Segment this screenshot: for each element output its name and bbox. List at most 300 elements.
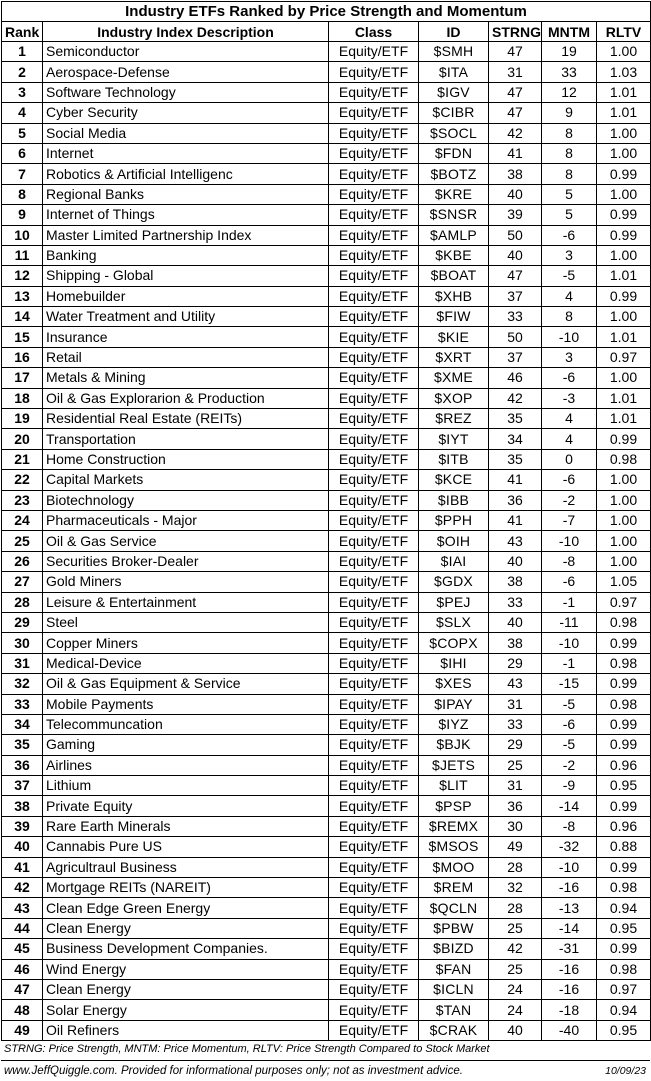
cell-id: $REZ: [419, 409, 489, 429]
cell-relative: 1.00: [597, 184, 651, 204]
cell-momentum: -6: [542, 572, 597, 592]
cell-class: Equity/ETF: [329, 612, 419, 632]
cell-class: Equity/ETF: [329, 123, 419, 143]
table-row: [2, 205, 651, 225]
cell-relative: 1.03: [597, 62, 651, 82]
cell-relative: 1.00: [597, 123, 651, 143]
cell-description: Mortgage REITs (NAREIT): [43, 878, 329, 898]
table-row: [2, 551, 651, 571]
cell-relative: 0.99: [597, 857, 651, 877]
cell-description: Residential Real Estate (REITs): [43, 409, 329, 429]
cell-strength: 47: [489, 103, 542, 123]
header-rank: Rank: [2, 22, 43, 42]
cell-strength: 38: [489, 164, 542, 184]
cell-class: Equity/ETF: [329, 429, 419, 449]
table-row: [2, 531, 651, 551]
cell-id: $PSP: [419, 796, 489, 816]
cell-momentum: 8: [542, 307, 597, 327]
cell-rank: 38: [2, 796, 43, 816]
cell-rank: 11: [2, 245, 43, 265]
cell-class: Equity/ETF: [329, 837, 419, 857]
cell-relative: 1.00: [597, 531, 651, 551]
cell-rank: 36: [2, 755, 43, 775]
cell-relative: 0.99: [597, 796, 651, 816]
cell-rank: 6: [2, 143, 43, 163]
cell-rank: 40: [2, 837, 43, 857]
cell-momentum: -16: [542, 959, 597, 979]
cell-id: $KRE: [419, 184, 489, 204]
cell-class: Equity/ETF: [329, 205, 419, 225]
cell-description: Internet of Things: [43, 205, 329, 225]
cell-rank: 31: [2, 653, 43, 673]
cell-id: $IAI: [419, 551, 489, 571]
cell-strength: 38: [489, 633, 542, 653]
cell-id: $BOAT: [419, 266, 489, 286]
table-row: [2, 857, 651, 877]
cell-rank: 41: [2, 857, 43, 877]
cell-strength: 41: [489, 470, 542, 490]
header-strength: STRNG: [489, 22, 542, 42]
cell-strength: 36: [489, 490, 542, 510]
cell-description: Mobile Payments: [43, 694, 329, 714]
cell-rank: 2: [2, 62, 43, 82]
cell-strength: 28: [489, 857, 542, 877]
cell-relative: 1.05: [597, 572, 651, 592]
cell-strength: 47: [489, 266, 542, 286]
cell-class: Equity/ETF: [329, 776, 419, 796]
cell-class: Equity/ETF: [329, 368, 419, 388]
cell-class: Equity/ETF: [329, 286, 419, 306]
cell-description: Master Limited Partnership Index: [43, 225, 329, 245]
cell-relative: 0.98: [597, 694, 651, 714]
cell-momentum: 5: [542, 205, 597, 225]
cell-rank: 14: [2, 307, 43, 327]
cell-strength: 37: [489, 286, 542, 306]
cell-rank: 33: [2, 694, 43, 714]
cell-relative: 0.99: [597, 225, 651, 245]
cell-rank: 7: [2, 164, 43, 184]
cell-rank: 10: [2, 225, 43, 245]
cell-momentum: 4: [542, 286, 597, 306]
cell-momentum: 8: [542, 123, 597, 143]
cell-class: Equity/ETF: [329, 449, 419, 469]
cell-id: $AMLP: [419, 225, 489, 245]
cell-rank: 22: [2, 470, 43, 490]
cell-strength: 43: [489, 531, 542, 551]
table-row: [2, 816, 651, 836]
cell-rank: 9: [2, 205, 43, 225]
cell-rank: 42: [2, 878, 43, 898]
cell-id: $QCLN: [419, 898, 489, 918]
header-class: Class: [329, 22, 419, 42]
cell-id: $XOP: [419, 388, 489, 408]
cell-momentum: -7: [542, 510, 597, 530]
cell-momentum: -16: [542, 979, 597, 999]
cell-relative: 0.98: [597, 878, 651, 898]
cell-description: Capital Markets: [43, 470, 329, 490]
cell-momentum: -2: [542, 755, 597, 775]
cell-class: Equity/ETF: [329, 184, 419, 204]
cell-relative: 1.00: [597, 490, 651, 510]
footer-disclaimer: www.JeffQuiggle.com. Provided for informational purposes only; not as investment advice.: [4, 1065, 463, 1078]
cell-momentum: -18: [542, 1000, 597, 1020]
table-row: [2, 225, 651, 245]
cell-momentum: 3: [542, 347, 597, 367]
cell-relative: 1.01: [597, 82, 651, 102]
cell-description: Rare Earth Minerals: [43, 816, 329, 836]
cell-momentum: -10: [542, 857, 597, 877]
cell-description: Copper Miners: [43, 633, 329, 653]
cell-description: Private Equity: [43, 796, 329, 816]
cell-relative: 0.99: [597, 205, 651, 225]
table-row: [2, 898, 651, 918]
cell-class: Equity/ETF: [329, 245, 419, 265]
cell-description: Robotics & Artificial Intelligenc: [43, 164, 329, 184]
cell-rank: 23: [2, 490, 43, 510]
cell-strength: 25: [489, 755, 542, 775]
cell-relative: 1.00: [597, 470, 651, 490]
cell-relative: 1.01: [597, 409, 651, 429]
cell-relative: 0.88: [597, 837, 651, 857]
cell-id: $IYT: [419, 429, 489, 449]
cell-class: Equity/ETF: [329, 1020, 419, 1040]
cell-momentum: -9: [542, 776, 597, 796]
cell-strength: 31: [489, 776, 542, 796]
cell-relative: 0.99: [597, 633, 651, 653]
cell-rank: 34: [2, 714, 43, 734]
cell-relative: 0.97: [597, 347, 651, 367]
cell-momentum: -5: [542, 694, 597, 714]
cell-rank: 49: [2, 1020, 43, 1040]
cell-class: Equity/ETF: [329, 735, 419, 755]
cell-description: Biotechnology: [43, 490, 329, 510]
table-row: [2, 979, 651, 999]
cell-momentum: -16: [542, 878, 597, 898]
cell-id: $FDN: [419, 143, 489, 163]
table-row: [2, 307, 651, 327]
cell-description: Transportation: [43, 429, 329, 449]
cell-description: Regional Banks: [43, 184, 329, 204]
cell-class: Equity/ETF: [329, 470, 419, 490]
cell-momentum: -6: [542, 368, 597, 388]
cell-momentum: -15: [542, 674, 597, 694]
footer-legend: STRNG: Price Strength, MNTM: Price Momentum, RLTV: Price Strength Compared to Stock Market: [4, 1043, 490, 1056]
cell-momentum: -31: [542, 939, 597, 959]
cell-description: Semiconductor: [43, 42, 329, 62]
table-row: [2, 1000, 651, 1020]
header-momentum: MNTM: [542, 22, 597, 42]
cell-id: $XME: [419, 368, 489, 388]
cell-relative: 0.99: [597, 939, 651, 959]
table-row: [2, 82, 651, 102]
cell-id: $KBE: [419, 245, 489, 265]
cell-description: Agricultraul Business: [43, 857, 329, 877]
cell-momentum: -2: [542, 490, 597, 510]
table-row: [2, 878, 651, 898]
cell-rank: 3: [2, 82, 43, 102]
cell-class: Equity/ETF: [329, 918, 419, 938]
cell-relative: 1.00: [597, 368, 651, 388]
table-row: [2, 143, 651, 163]
cell-id: $KCE: [419, 470, 489, 490]
cell-relative: 1.01: [597, 327, 651, 347]
cell-strength: 42: [489, 123, 542, 143]
table-row: [2, 449, 651, 469]
cell-description: Clean Energy: [43, 979, 329, 999]
table-row: [2, 327, 651, 347]
cell-momentum: -6: [542, 714, 597, 734]
cell-momentum: 33: [542, 62, 597, 82]
cell-class: Equity/ETF: [329, 898, 419, 918]
cell-strength: 33: [489, 592, 542, 612]
cell-momentum: 3: [542, 245, 597, 265]
cell-id: $XRT: [419, 347, 489, 367]
cell-strength: 50: [489, 327, 542, 347]
cell-description: Social Media: [43, 123, 329, 143]
cell-id: $KIE: [419, 327, 489, 347]
cell-class: Equity/ETF: [329, 164, 419, 184]
cell-class: Equity/ETF: [329, 592, 419, 612]
cell-class: Equity/ETF: [329, 878, 419, 898]
cell-description: Securities Broker-Dealer: [43, 551, 329, 571]
cell-id: $TAN: [419, 1000, 489, 1020]
table-row: [2, 388, 651, 408]
title-row: [2, 2, 651, 22]
cell-relative: 0.95: [597, 918, 651, 938]
cell-description: Clean Energy: [43, 918, 329, 938]
header-id: ID: [419, 22, 489, 42]
cell-strength: 40: [489, 612, 542, 632]
cell-relative: 0.95: [597, 776, 651, 796]
cell-description: Pharmaceuticals - Major: [43, 510, 329, 530]
cell-rank: 19: [2, 409, 43, 429]
cell-momentum: -10: [542, 531, 597, 551]
table-row: [2, 633, 651, 653]
cell-description: Internet: [43, 143, 329, 163]
cell-class: Equity/ETF: [329, 266, 419, 286]
cell-class: Equity/ETF: [329, 551, 419, 571]
cell-strength: 40: [489, 551, 542, 571]
cell-strength: 41: [489, 143, 542, 163]
cell-class: Equity/ETF: [329, 307, 419, 327]
cell-description: Oil & Gas Explorarion & Production: [43, 388, 329, 408]
cell-strength: 31: [489, 694, 542, 714]
cell-rank: 13: [2, 286, 43, 306]
cell-rank: 48: [2, 1000, 43, 1020]
table-body: [2, 42, 651, 1041]
cell-description: Homebuilder: [43, 286, 329, 306]
cell-rank: 17: [2, 368, 43, 388]
cell-description: Water Treatment and Utility: [43, 307, 329, 327]
cell-id: $BIZD: [419, 939, 489, 959]
cell-description: Insurance: [43, 327, 329, 347]
cell-class: Equity/ETF: [329, 62, 419, 82]
cell-momentum: -13: [542, 898, 597, 918]
cell-id: $CIBR: [419, 103, 489, 123]
table-row: [2, 409, 651, 429]
cell-class: Equity/ETF: [329, 327, 419, 347]
cell-momentum: -14: [542, 796, 597, 816]
cell-class: Equity/ETF: [329, 388, 419, 408]
cell-id: $MOO: [419, 857, 489, 877]
cell-class: Equity/ETF: [329, 939, 419, 959]
cell-class: Equity/ETF: [329, 857, 419, 877]
cell-momentum: -5: [542, 266, 597, 286]
cell-rank: 30: [2, 633, 43, 653]
cell-description: Cyber Security: [43, 103, 329, 123]
cell-description: Metals & Mining: [43, 368, 329, 388]
cell-momentum: -1: [542, 653, 597, 673]
cell-relative: 0.97: [597, 979, 651, 999]
table-row: [2, 1020, 651, 1040]
cell-rank: 39: [2, 816, 43, 836]
table-row: [2, 939, 651, 959]
cell-class: Equity/ETF: [329, 674, 419, 694]
cell-momentum: -1: [542, 592, 597, 612]
cell-momentum: 5: [542, 184, 597, 204]
cell-relative: 1.00: [597, 307, 651, 327]
cell-relative: 0.96: [597, 816, 651, 836]
cell-class: Equity/ETF: [329, 225, 419, 245]
cell-momentum: 8: [542, 143, 597, 163]
table-row: [2, 918, 651, 938]
cell-relative: 1.01: [597, 388, 651, 408]
table-row: [2, 714, 651, 734]
cell-id: $BOTZ: [419, 164, 489, 184]
cell-rank: 32: [2, 674, 43, 694]
cell-strength: 40: [489, 245, 542, 265]
cell-momentum: -40: [542, 1020, 597, 1040]
cell-description: Gold Miners: [43, 572, 329, 592]
cell-class: Equity/ETF: [329, 816, 419, 836]
cell-strength: 35: [489, 409, 542, 429]
cell-class: Equity/ETF: [329, 796, 419, 816]
cell-strength: 25: [489, 918, 542, 938]
cell-description: Retail: [43, 347, 329, 367]
table-row: [2, 123, 651, 143]
cell-id: $LIT: [419, 776, 489, 796]
cell-class: Equity/ETF: [329, 694, 419, 714]
table-row: [2, 470, 651, 490]
etf-ranking-table: [1, 1, 651, 1041]
cell-description: Clean Edge Green Energy: [43, 898, 329, 918]
cell-description: Leisure & Entertainment: [43, 592, 329, 612]
cell-momentum: -8: [542, 551, 597, 571]
table-row: [2, 755, 651, 775]
cell-relative: 1.00: [597, 551, 651, 571]
cell-class: Equity/ETF: [329, 510, 419, 530]
cell-strength: 28: [489, 898, 542, 918]
cell-relative: 1.01: [597, 266, 651, 286]
cell-description: Solar Energy: [43, 1000, 329, 1020]
cell-class: Equity/ETF: [329, 42, 419, 62]
cell-id: $ITB: [419, 449, 489, 469]
cell-description: Lithium: [43, 776, 329, 796]
cell-strength: 29: [489, 735, 542, 755]
cell-momentum: 19: [542, 42, 597, 62]
cell-momentum: -6: [542, 470, 597, 490]
cell-id: $OIH: [419, 531, 489, 551]
cell-class: Equity/ETF: [329, 979, 419, 999]
cell-relative: 0.95: [597, 1020, 651, 1040]
cell-momentum: -11: [542, 612, 597, 632]
cell-rank: 1: [2, 42, 43, 62]
cell-strength: 31: [489, 62, 542, 82]
cell-relative: 1.00: [597, 245, 651, 265]
cell-id: $CRAK: [419, 1020, 489, 1040]
cell-momentum: 8: [542, 164, 597, 184]
cell-description: Aerospace-Defense: [43, 62, 329, 82]
cell-description: Oil & Gas Service: [43, 531, 329, 551]
cell-rank: 12: [2, 266, 43, 286]
cell-momentum: 4: [542, 409, 597, 429]
cell-class: Equity/ETF: [329, 959, 419, 979]
table-row: [2, 776, 651, 796]
cell-momentum: -32: [542, 837, 597, 857]
table-row: [2, 245, 651, 265]
cell-relative: 0.98: [597, 653, 651, 673]
table-row: [2, 612, 651, 632]
cell-relative: 1.00: [597, 143, 651, 163]
cell-strength: 41: [489, 510, 542, 530]
cell-relative: 0.98: [597, 449, 651, 469]
table-row: [2, 959, 651, 979]
cell-id: $PEJ: [419, 592, 489, 612]
cell-strength: 33: [489, 307, 542, 327]
cell-rank: 28: [2, 592, 43, 612]
cell-rank: 26: [2, 551, 43, 571]
cell-strength: 43: [489, 674, 542, 694]
cell-strength: 35: [489, 449, 542, 469]
cell-description: Oil Refiners: [43, 1020, 329, 1040]
table-row: [2, 572, 651, 592]
cell-relative: 0.99: [597, 286, 651, 306]
cell-description: Steel: [43, 612, 329, 632]
cell-class: Equity/ETF: [329, 653, 419, 673]
cell-strength: 47: [489, 42, 542, 62]
cell-strength: 50: [489, 225, 542, 245]
cell-id: $JETS: [419, 755, 489, 775]
cell-class: Equity/ETF: [329, 1000, 419, 1020]
cell-description: Shipping - Global: [43, 266, 329, 286]
cell-id: $IHI: [419, 653, 489, 673]
cell-rank: 44: [2, 918, 43, 938]
table-row: [2, 286, 651, 306]
cell-class: Equity/ETF: [329, 82, 419, 102]
cell-description: Medical-Device: [43, 653, 329, 673]
cell-id: $ITA: [419, 62, 489, 82]
table-row: [2, 266, 651, 286]
cell-strength: 47: [489, 82, 542, 102]
table-row: [2, 490, 651, 510]
cell-id: $COPX: [419, 633, 489, 653]
footer-bar: [1, 1060, 650, 1081]
cell-id: $MSOS: [419, 837, 489, 857]
cell-momentum: -6: [542, 225, 597, 245]
table-row: [2, 694, 651, 714]
cell-rank: 27: [2, 572, 43, 592]
table-row: [2, 42, 651, 62]
cell-relative: 1.01: [597, 103, 651, 123]
cell-strength: 40: [489, 1020, 542, 1040]
cell-rank: 8: [2, 184, 43, 204]
cell-rank: 45: [2, 939, 43, 959]
cell-relative: 0.98: [597, 959, 651, 979]
cell-momentum: 9: [542, 103, 597, 123]
cell-momentum: 0: [542, 449, 597, 469]
cell-strength: 36: [489, 796, 542, 816]
cell-class: Equity/ETF: [329, 531, 419, 551]
